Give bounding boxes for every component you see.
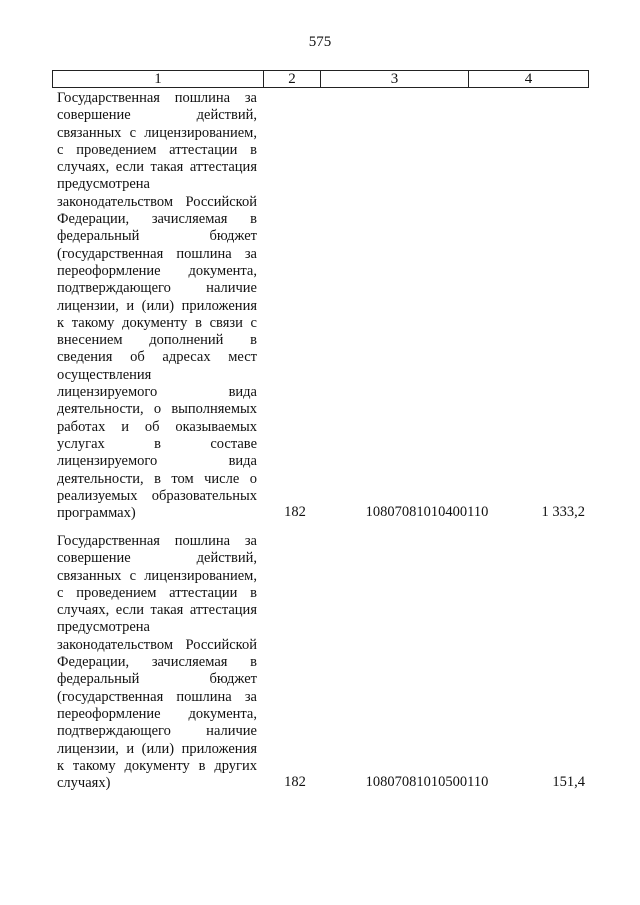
table-row [57,533,588,803]
description-line: предусмотрена [57,619,150,636]
description-line: сведения об адресах мест [57,349,257,366]
column-header-1: 1 [53,71,264,88]
description-line: Государственная пошлина за [57,533,257,549]
description-line: федеральный бюджет [57,228,257,245]
description-line: услугах в составе [57,435,257,452]
description-line: с проведением аттестации в [57,141,257,158]
description-line: лицензируемого вида [57,384,257,401]
description-line: к такому документу в других [57,757,257,774]
row-description [57,90,257,522]
description-line: подтверждающего наличие [57,723,257,740]
description-line: связанных с лицензированием, [57,124,257,141]
description-line: (государственная пошлина за [57,688,257,705]
description-line: (государственная пошлина за [57,245,257,262]
description-line: лицензии, и (или) приложения [57,740,257,757]
description-line: к такому документу в связи с [57,314,257,331]
amount-cell: 1 333,2 [541,504,585,520]
description-line: лицензируемого вида [57,453,257,470]
column-header-3: 3 [321,71,469,88]
column-header-4: 4 [469,71,589,88]
description-line: деятельности, в том числе о [57,470,257,487]
description-line: федеральный бюджет [57,671,257,688]
description-line: Федерации, зачисляемая в [57,654,257,671]
admin-code-cell: 182 [284,504,306,520]
description-line: деятельности, о выполняемых [57,401,257,418]
description-line: Государственная пошлина за [57,90,257,106]
description-line: законодательством Российской [57,636,257,653]
description-line: переоформление документа, [57,262,257,279]
description-line: с проведением аттестации в [57,584,257,601]
column-header-table [52,70,589,88]
column-header-2: 2 [264,71,321,88]
description-line: подтверждающего наличие [57,280,257,297]
description-line: случаях, если такая аттестация [57,159,257,176]
description-line: реализуемых образовательных [57,487,257,504]
description-line: лицензии, и (или) приложения [57,297,257,314]
description-line: переоформление документа, [57,705,257,722]
description-line: совершение действий, [57,550,257,567]
description-line: внесением дополнений в [57,332,257,349]
admin-code-cell: 182 [284,774,306,790]
description-line: случаях, если такая аттестация [57,602,257,619]
description-line: случаях) [57,775,111,792]
description-line: работах и об оказываемых [57,418,257,435]
description-line: Федерации, зачисляемая в [57,211,257,228]
page-number: 575 [308,34,332,50]
table-row [57,90,588,530]
description-line: осуществления [57,366,152,383]
description-line: связанных с лицензированием, [57,567,257,584]
kbk-code-cell: 10807081010500110 [365,774,489,790]
description-line: программах) [57,505,136,522]
amount-cell: 151,4 [552,774,585,790]
description-line: совершение действий, [57,107,257,124]
column-header-row [53,71,589,88]
kbk-code-cell: 10807081010400110 [365,504,489,520]
description-line: законодательством Российской [57,193,257,210]
row-description [57,533,257,792]
description-line: предусмотрена [57,176,150,193]
